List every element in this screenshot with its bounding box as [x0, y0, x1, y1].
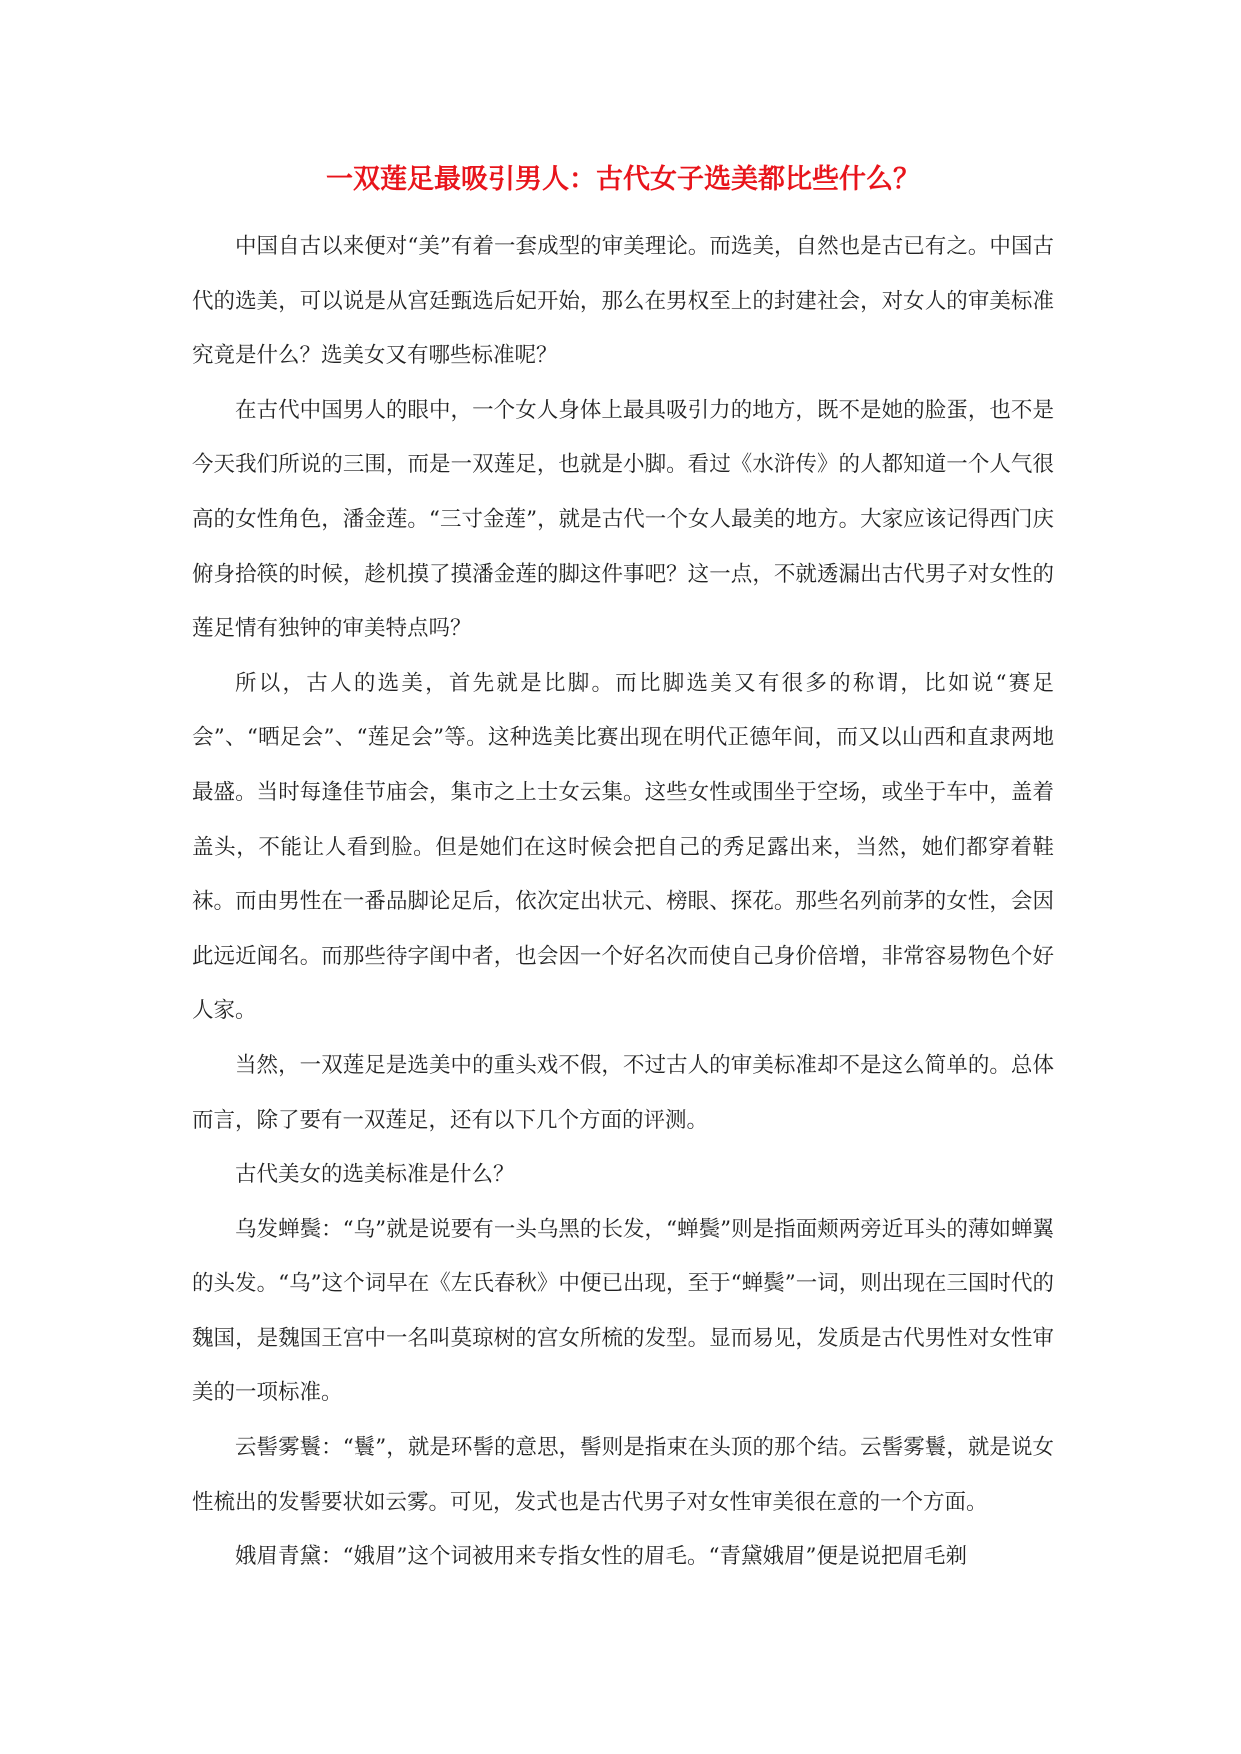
paragraph-subheading: 古代美女的选美标准是什么？ — [235, 1162, 515, 1188]
document-body — [192, 150, 1054, 1585]
paragraph-black-hair: 乌发蝉鬓：“乌”就是说要有一头乌黑的长发，“蝉鬓”则是指面颊两旁近耳头的薄如蝉翼的头发。“乌”这个词早在《左氏春秋》中便已出现，至于“蝉鬓”一词，则出现在三国时代的魏国，是魏国王宫中一名叫莫琼树的宫女所梳的发型。显而易见，发质是古代男性对女性审美的一项标准。 — [192, 1216, 1054, 1406]
paragraph-lotus-feet: 在古代中国男人的眼中，一个女人身体上最具吸引力的地方，既不是她的脸蛋，也不是今天我们所说的三围，而是一双莲足，也就是小脚。看过《水浒传》的人都知道一个人气很高的女性角色，潘金莲。“三寸金莲”，就是古代一个女人最美的地方。大家应该记得西门庆俯身拾筷的时候，趁机摸了摸潘金莲的脚这件事吧？这一点，不就透漏出古代男子对女性的莲足情有独钟的审美特点吗？ — [192, 397, 1054, 642]
paragraph-intro: 中国自古以来便对“美”有着一套成型的审美理论。而选美，自然也是古已有之。中国古代的选美，可以说是从宫廷甄选后妃开始，那么在男权至上的封建社会，对女人的审美标准究竟是什么？选美女又有哪些标准呢？ — [192, 234, 1054, 369]
paragraph-eyebrows: 娥眉青黛：“娥眉”这个词被用来专指女性的眉毛。“青黛娥眉”便是说把眉毛剃 — [235, 1544, 967, 1570]
page-title: 一双莲足最吸引男人：古代女子选美都比些什么？ — [326, 164, 920, 195]
paragraph-other-criteria: 当然，一双莲足是选美中的重头戏不假，不过古人的审美标准却不是这么简单的。总体而言，除了要有一双莲足，还有以下几个方面的评测。 — [192, 1052, 1054, 1133]
paragraph-cloud-bun: 云髻雾鬟：“鬟”，就是环髻的意思，髻则是指束在头顶的那个结。云髻雾鬟，就是说女性梳出的发髻要状如云雾。可见，发式也是古代男子对女性审美很在意的一个方面。 — [192, 1435, 1054, 1515]
paragraph-foot-contest: 所以，古人的选美，首先就是比脚。而比脚选美又有很多的称谓，比如说“赛足会”、“晒足会”、“莲足会”等。这种选美比赛出现在明代正德年间，而又以山西和直隶两地最盛。当时每逢佳节庙会，集市之上士女云集。这些女性或围坐于空场，或坐于车中，盖着盖头，不能让人看到脸。但是她们在这时候会把自己的秀足露出来，当然，她们都穿着鞋袜。而由男性在一番品脚论足后，依次定出状元、榜眼、探花。那些名列前茅的女性，会因此远近闻名。而那些待字闺中者，也会因一个好名次而使自己身价倍增，非常容易物色个好人家。 — [192, 670, 1054, 1024]
